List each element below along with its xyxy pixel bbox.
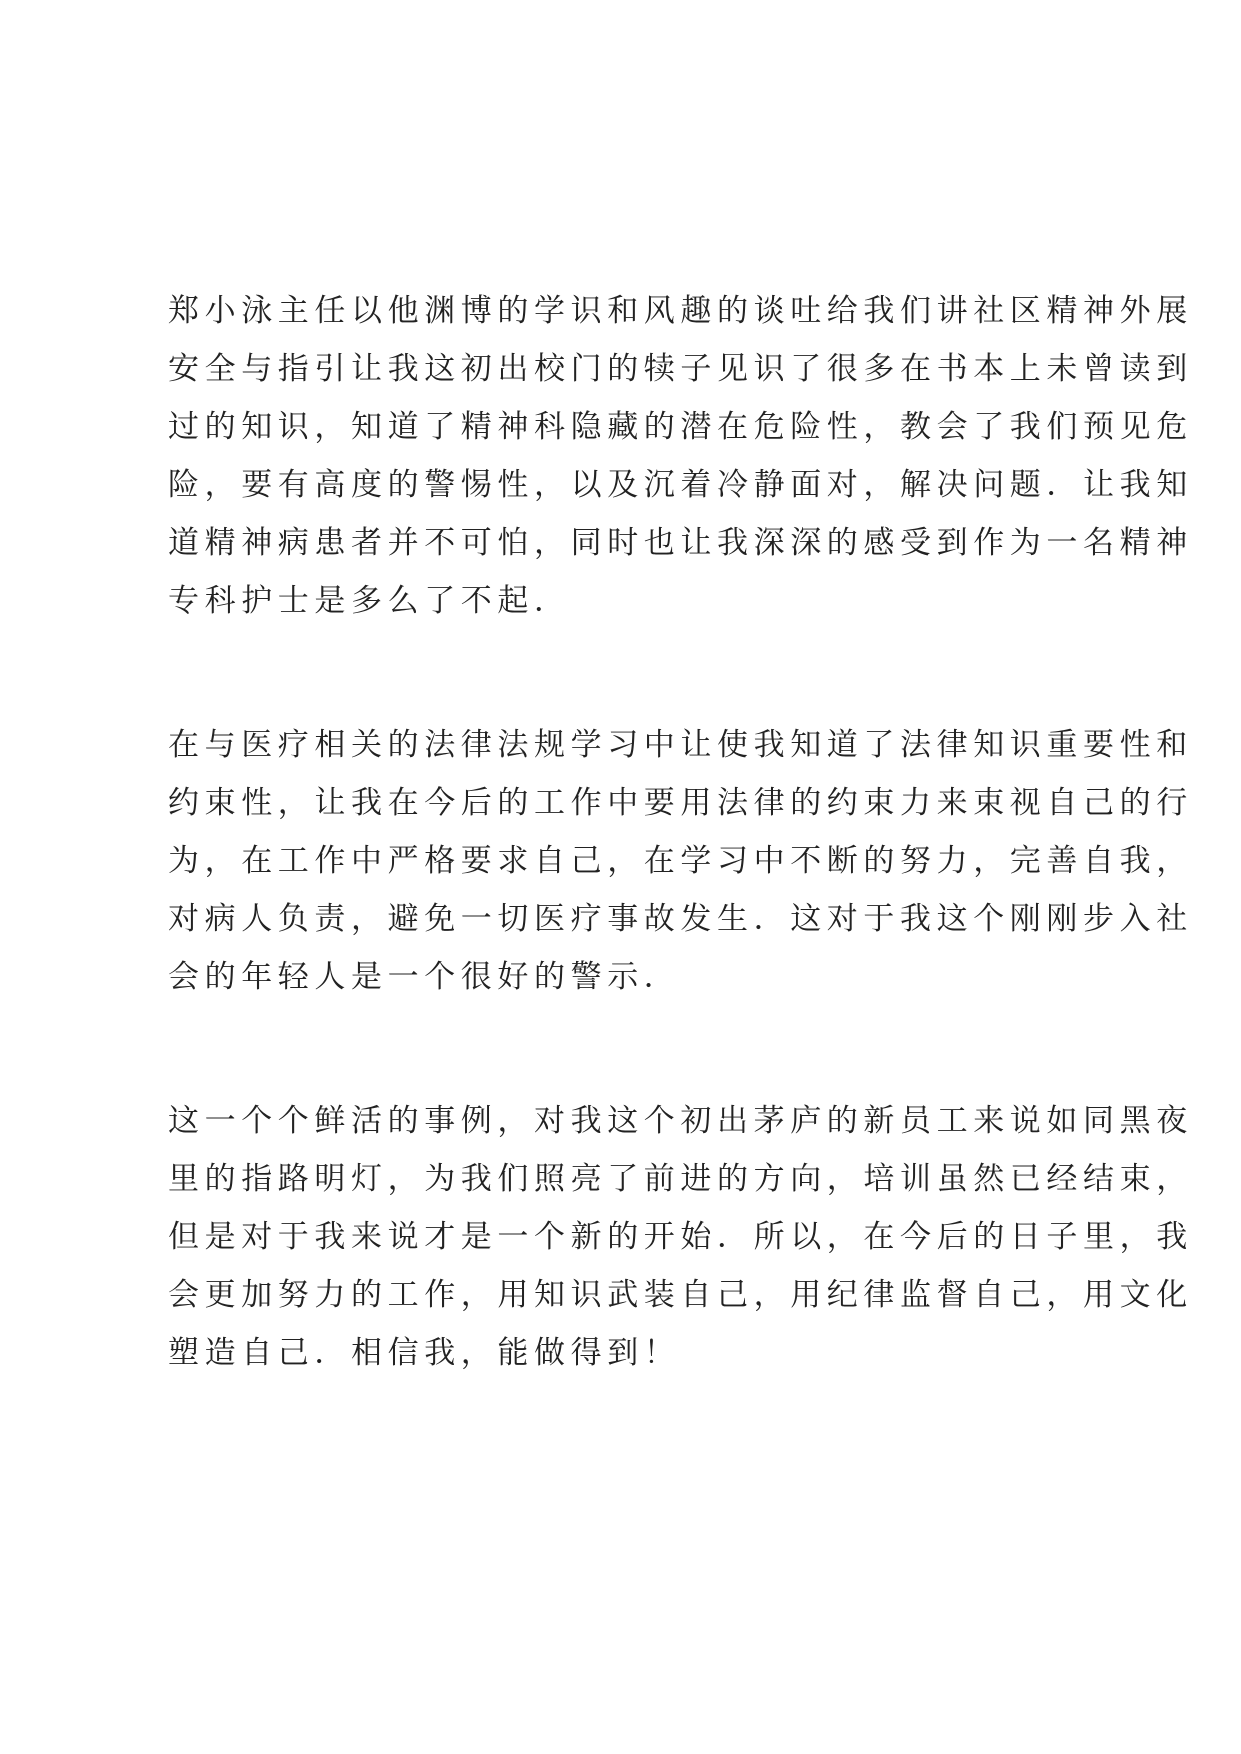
text-line: 但是对于我来说才是一个新的开始．所以，在今后的日子里，我 <box>168 1219 1193 1255</box>
text-line: 约束性，让我在今后的工作中要用法律的约束力来束视自己的行 <box>168 785 1193 821</box>
text-line: 道精神病患者并不可怕，同时也让我深深的感受到作为一名精神 <box>168 525 1193 561</box>
text-line: 会的年轻人是一个很好的警示． <box>168 959 681 995</box>
text-line: 会更加努力的工作，用知识武装自己，用纪律监督自己，用文化 <box>168 1277 1193 1313</box>
paragraph-1 <box>168 282 1193 630</box>
text-line: 安全与指引让我这初出校门的犊子见识了很多在书本上未曾读到 <box>168 351 1193 387</box>
text-line: 险，要有高度的警惕性，以及沉着冷静面对，解决问题．让我知 <box>168 467 1193 503</box>
text-line: 过的知识，知道了精神科隐藏的潜在危险性，教会了我们预见危 <box>168 409 1193 445</box>
document-body <box>168 282 1193 1468</box>
text-line: 专科护士是多么了不起． <box>168 583 571 619</box>
paragraph-3 <box>168 1092 1193 1382</box>
text-line: 里的指路明灯，为我们照亮了前进的方向，培训虽然已经结束， <box>168 1161 1193 1197</box>
text-line: 为，在工作中严格要求自己，在学习中不断的努力，完善自我， <box>168 843 1193 879</box>
paragraph-2 <box>168 716 1193 1006</box>
text-line: 郑小泳主任以他渊博的学识和风趣的谈吐给我们讲社区精神外展 <box>168 293 1193 329</box>
text-line: 对病人负责，避免一切医疗事故发生．这对于我这个刚刚步入社 <box>168 901 1193 937</box>
text-line: 这一个个鲜活的事例，对我这个初出茅庐的新员工来说如同黑夜 <box>168 1103 1193 1139</box>
text-line: 在与医疗相关的法律法规学习中让使我知道了法律知识重要性和 <box>168 727 1193 763</box>
text-line: 塑造自己．相信我，能做得到！ <box>168 1335 681 1371</box>
